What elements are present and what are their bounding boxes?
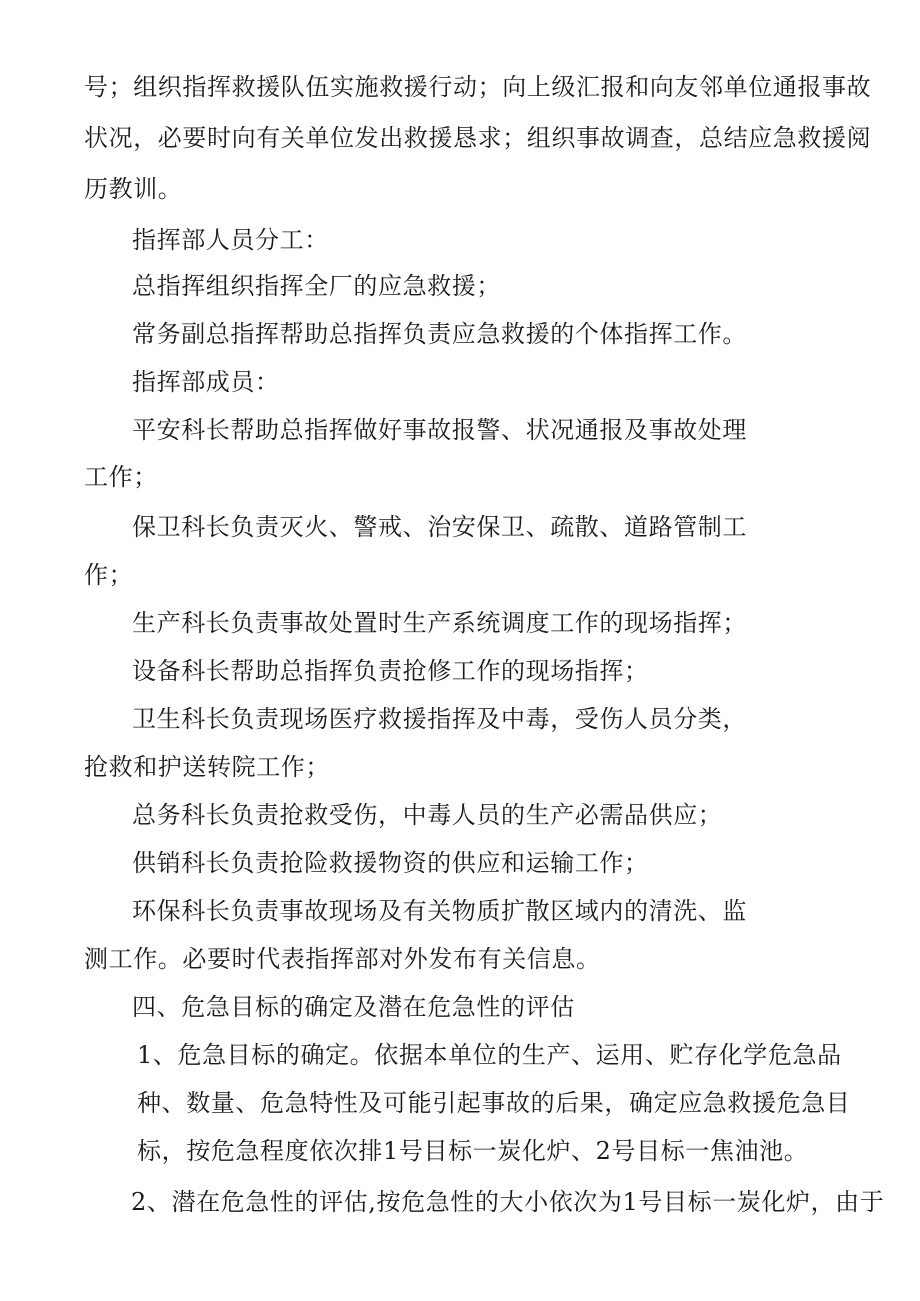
- paragraph-line: 工作；: [84, 463, 158, 491]
- paragraph-line: 抢救和护送转院工作；: [84, 753, 330, 781]
- paragraph-line: 总指挥组织指挥全厂的应急救援；: [132, 272, 501, 300]
- paragraph-line: 生产科长负责事故处置时生产系统调度工作的现场指挥；: [132, 609, 747, 637]
- paragraph-line: 供销科长负责抢险救援物资的供应和运输工作；: [132, 849, 649, 877]
- paragraph-line: 总务科长负责抢救受伤，中毒人员的生产必需品供应；: [132, 801, 723, 829]
- paragraph-line: 号；组织指挥救援队伍实施救援行动；向上级汇报和向友邻单位通报事故: [84, 73, 872, 101]
- paragraph-line: 环保科长负责事故现场及有关物质扩散区域内的清洗、监: [132, 897, 747, 925]
- paragraph-line: 测工作。必要时代表指挥部对外发布有关信息。: [84, 945, 601, 973]
- paragraph-line: 状况，必要时向有关单位发出救援恳求；组织事故调查，总结应急救援阅: [84, 124, 872, 152]
- section-heading: 指挥部人员分工：: [132, 226, 329, 254]
- paragraph-line: 设备科长帮助总指挥负责抢修工作的现场指挥；: [132, 657, 649, 685]
- paragraph-line: 卫生科长负责现场医疗救援指挥及中毒，受伤人员分类，: [132, 705, 747, 733]
- paragraph-line: 2、潜在危急性的评估,按危急性的大小依次为1号目标一炭化炉，由于: [131, 1188, 885, 1216]
- paragraph-line: 标，按危急程度依次排1号目标一炭化炉、2号目标一焦油池。: [137, 1137, 809, 1165]
- paragraph-line: 保卫科长负责灭火、警戒、治安保卫、疏散、道路管制工: [132, 513, 747, 541]
- paragraph-line: 常务副总指挥帮助总指挥负责应急救援的个体指挥工作。: [132, 320, 747, 348]
- paragraph-line: 历教训。: [84, 175, 183, 203]
- section-heading: 四、危急目标的确定及潜在危急性的评估: [132, 993, 575, 1021]
- paragraph-line: 平安科长帮助总指挥做好事故报警、状况通报及事故处理: [132, 416, 747, 444]
- paragraph-line: 种、数量、危急特性及可能引起事故的后果，确定应急救援危急目: [137, 1089, 851, 1117]
- section-heading: 指挥部成员：: [132, 368, 280, 396]
- paragraph-line: 1、危急目标的确定。依据本单位的生产、运用、贮存化学危急品: [137, 1041, 842, 1069]
- paragraph-line: 作；: [84, 561, 134, 589]
